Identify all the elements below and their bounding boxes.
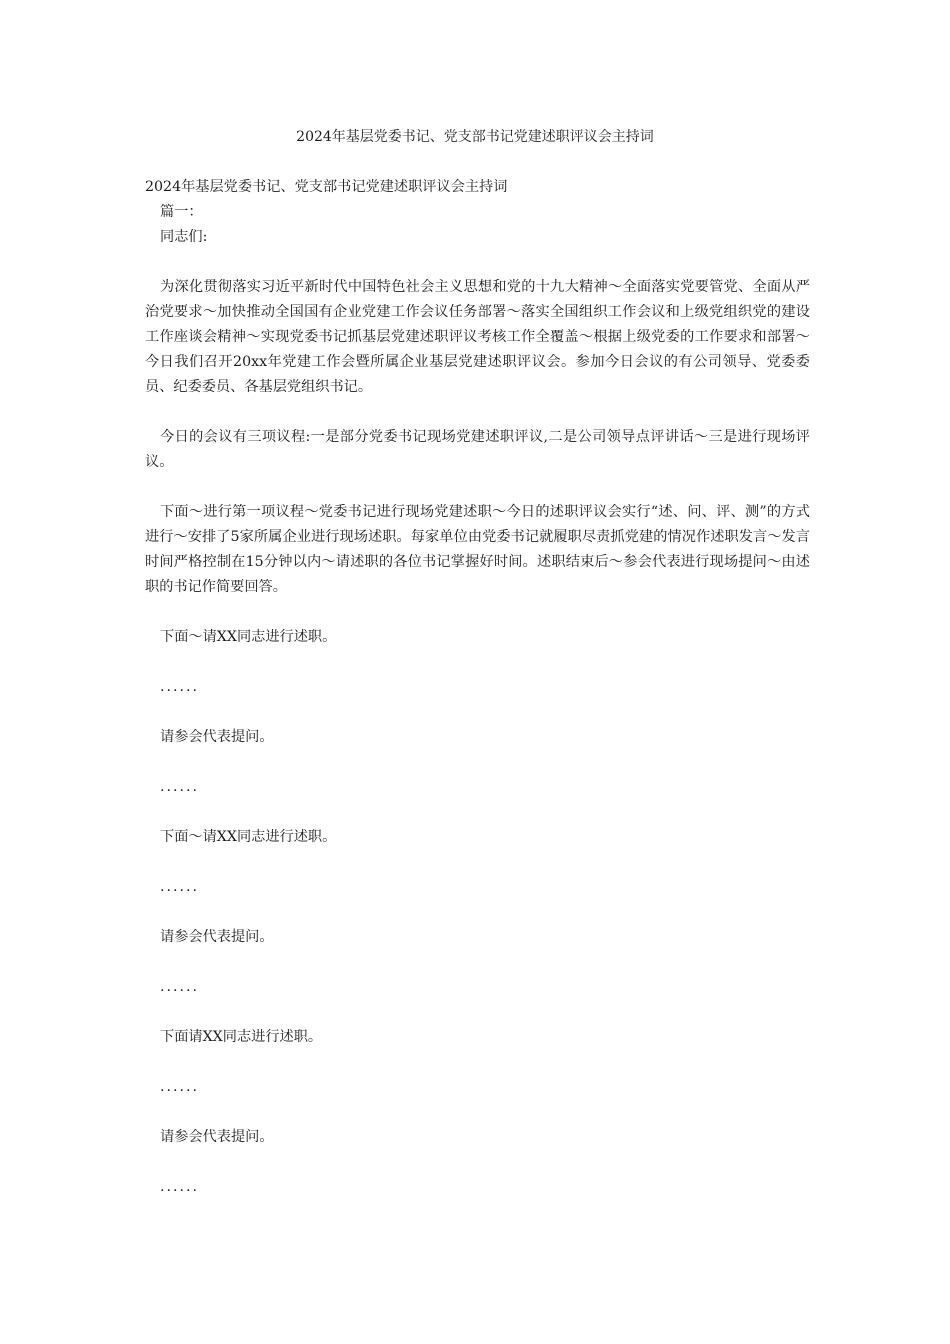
greeting: 同志们: (160, 229, 208, 245)
document-title: 2024年基层党委书记、党支部书记党建述职评议会主持词 (296, 129, 654, 145)
document-subtitle: 2024年基层党委书记、党支部书记党建述职评议会主持词 (145, 179, 508, 195)
paragraph-gap (145, 850, 810, 875)
step-line: 下面～请XX同志进行述职。 (160, 629, 337, 645)
ellipsis-line: ...... (160, 879, 200, 895)
step-line: 请参会代表提问。 (160, 729, 274, 745)
paragraph-gap (145, 950, 810, 975)
ellipsis-line: ...... (160, 1079, 200, 1095)
paragraph-gap (145, 400, 810, 425)
ellipsis-line: ...... (160, 779, 200, 795)
ellipsis-line: ...... (160, 679, 200, 695)
document-body (145, 175, 810, 1200)
step-line: 下面请XX同志进行述职。 (160, 1029, 323, 1045)
step-line: 下面～请XX同志进行述职。 (160, 829, 337, 845)
paragraph-gap (145, 750, 810, 775)
paragraph-first-item: 下面～进行第一项议程～党委书记进行现场党建述职～今日的述职评议会实行“述、问、评、测”的方式进行～安排了5家所属企业进行现场述职。每家单位由党委书记就履职尽责抓党建的情况作述职发言～发言时间严格控制在15分钟以内～请述职的各位书记掌握好时间。述职结束后～参会代表进行现场提问～由述职的书记作简要回答。 (145, 504, 810, 595)
paragraph-gap (145, 1050, 810, 1075)
paragraph-gap (145, 800, 810, 825)
paragraph-gap (145, 650, 810, 675)
paragraph-gap (145, 1150, 810, 1175)
paragraph-gap (145, 1000, 810, 1025)
paragraph-gap (145, 600, 810, 625)
ellipsis-line: ...... (160, 979, 200, 995)
paragraph-gap (145, 250, 810, 275)
paragraph-gap (145, 700, 810, 725)
step-line: 请参会代表提问。 (160, 929, 274, 945)
paragraph-intro: 为深化贯彻落实习近平新时代中国特色社会主义思想和党的十九大精神～全面落实党要管党、全面从严治党要求～加快推动全国国有企业党建工作会议任务部署～落实全国组织工作会议和上级党组织党的建设工作座谈会精神～实现党委书记抓基层党建述职评议考核工作全覆盖～根据上级党委的工作要求和部署～今日我们召开20xx年党建工作会暨所属企业基层党建述职评议会。参加今日会议的有公司领导、党委委员、纪委委员、各基层党组织书记。 (145, 279, 810, 395)
paragraph-gap (145, 900, 810, 925)
ellipsis-line: ...... (160, 1179, 200, 1195)
section-heading: 篇一： (160, 204, 203, 220)
paragraph-gap (145, 475, 810, 500)
paragraph-gap (145, 1100, 810, 1125)
step-line: 请参会代表提问。 (160, 1129, 274, 1145)
paragraph-agenda: 今日的会议有三项议程:一是部分党委书记现场党建述职评议,二是公司领导点评讲话～三是进行现场评议。 (145, 429, 810, 470)
